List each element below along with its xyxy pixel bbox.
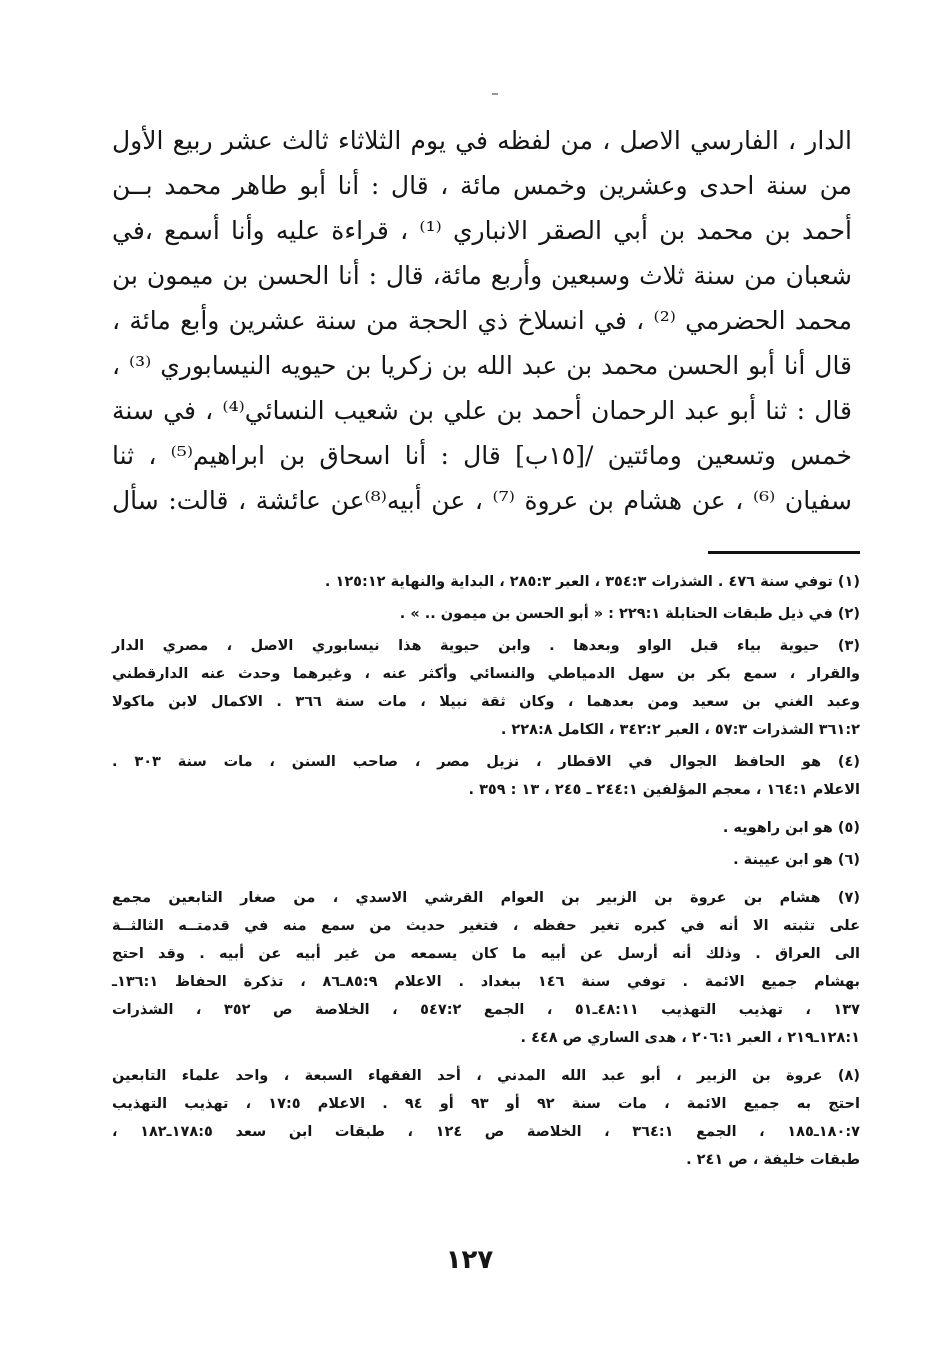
main-text-line: قال أنا أبو الحسن محمد بن عبد الله بن زكريا بن حيويه النيسابوري ⁽³⁾ ، — [112, 351, 853, 380]
scan-mark — [492, 93, 498, 95]
footnote-line: (٧) هشام بن عروة بن الزبير بن العوام القرشي الاسدي ، من صغار التابعين مجمع — [112, 890, 860, 906]
footnote-line: (٦) هو ابن عيينة . — [733, 852, 860, 868]
footnote-line: ١٨٠:٧ـ١٨٥ ، الجمع ٣٦٤:١ ، الخلاصة ص ١٢٤ ، طبقات ابن سعد ١٧٨:٥ـ١٨٢ ، — [112, 1124, 860, 1140]
footnote-3 — [112, 632, 860, 744]
footnote-line: والقرار ، سمع بكر بن سهل الدمياطي والنسائي وأكثر عنه ، وغيرهما وحدث عنه الدارقطني — [112, 666, 860, 682]
footnote-1 — [112, 568, 860, 596]
main-text-line: قال : ثنا أبو عبد الرحمان أحمد بن علي بن شعيب النسائي⁽⁴⁾ ، في سنة — [112, 396, 852, 425]
footnote-line: على تثبته الا أنه في كبره تغير حفظه ، فتغير حديث من سمع منه في قدمتــه الثالثــة — [112, 918, 860, 934]
main-text-block — [112, 118, 852, 523]
footnote-5 — [112, 814, 860, 842]
main-text-line: أحمد بن محمد بن أبي الصقر الانباري ⁽¹⁾ ، قراءة عليه وأنا أسمع ،في — [112, 216, 852, 245]
footnote-6 — [112, 846, 860, 874]
main-text-line: محمد الحضرمي ⁽²⁾ ، في انسلاخ ذي الحجة من سنة عشرين وأبع مائة ، — [112, 306, 852, 335]
main-text-line: شعبان من سنة ثلاث وسبعين وأربع مائة، قال : أنا الحسن بن ميمون بن — [112, 261, 852, 290]
footnote-line: (٢) في ذيل طبقات الحنابلة ٢٢٩:١ : « أبو الحسن بن ميمون .. » . — [399, 606, 860, 622]
footnote-line: الى العراق . وذلك أنه أرسل عن أبيه ما كان يسمعه من غير أبيه عن أبيه . وقد احتج — [112, 946, 860, 962]
footnote-line: (٤) هو الحافظ الجوال في الاقطار ، نزيل مصر ، صاحب السنن ، مات سنة ٣٠٣ . — [112, 754, 860, 770]
footnote-4 — [112, 748, 860, 804]
footnote-line: (٣) حيوية بياء قبل الواو وبعدها . وابن حيوية هذا نيسابوري الاصل ، مصري الدار — [112, 638, 860, 654]
footnote-line: ١٢٨:١ـ٢١٩ ، العبر ٢٠٦:١ ، هدى الساري ص ٤٤٨ . — [520, 1030, 860, 1046]
footnote-line: طبقات خليفة ، ص ٢٤١ . — [686, 1152, 860, 1168]
footnote-2 — [112, 600, 860, 628]
footnote-8 — [112, 1062, 860, 1174]
footnote-line: بهشام جميع الائمة . توفي سنة ١٤٦ ببغداد . الاعلام ٨٥:٩ـ٨٦ ، تذكرة الحفاظ ١٣٦:١ـ — [112, 974, 860, 990]
page-number: ١٢٧ — [445, 1245, 494, 1275]
footnote-line: (١) توفي سنة ٤٧٦ . الشذرات ٣٥٤:٣ ، العبر ٢٨٥:٣ ، البداية والنهاية ١٢٥:١٢ . — [324, 574, 860, 590]
footnote-divider — [708, 551, 860, 554]
main-text-line: الدار ، الفارسي الاصل ، من لفظه في يوم الثلاثاء ثالث عشر ربيع الأول — [112, 126, 852, 155]
footnote-line: (٨) عروة بن الزبير ، أبو عبد الله المدني ، أحد الفقهاء السبعة ، واحد علماء التابعين — [112, 1068, 860, 1084]
main-text-line: خمس وتسعين ومائتين /[١٥ب] قال : أنا اسحاق بن ابراهيم⁽⁵⁾ ، ثنا — [112, 441, 852, 470]
footnote-line: الاعلام ١٦٤:١ ، معجم المؤلفين ٢٤٤:١ ـ ٢٤٥ ، ١٣ : ٣٥٩ . — [468, 782, 860, 798]
footnote-7 — [112, 884, 860, 1052]
footnote-line: وعبد الغني بن سعيد ومن بعدهما ، وكان ثقة نبيلا ، مات سنة ٣٦٦ . الاكمال لابن ماكولا — [112, 694, 861, 710]
footnote-line: ٣٦١:٢ الشذرات ٥٧:٣ ، العبر ٣٤٢:٢ ، الكامل ٢٢٨:٨ . — [500, 722, 860, 738]
footnote-line: ١٣٧ ، تهذيب التهذيب ٤٨:١١ـ٥١ ، الجمع ٥٤٧:٢ ، الخلاصة ص ٣٥٢ ، الشذرات — [112, 1002, 860, 1018]
footnote-line: احتج به جميع الائمة ، مات سنة ٩٢ أو ٩٣ أو ٩٤ . الاعلام ١٧:٥ ، تهذيب التهذيب — [112, 1096, 860, 1112]
main-text-line: سفيان ⁽⁶⁾ ، عن هشام بن عروة ⁽⁷⁾ ، عن أبيه⁽⁸⁾عن عائشة ، قالت: سأل — [112, 486, 852, 515]
main-text-line: من سنة احدى وعشرين وخمس مائة ، قال : أنا أبو طاهر محمد بــن — [112, 171, 852, 200]
footnote-line: (٥) هو ابن راهويه . — [722, 820, 860, 836]
footnotes — [112, 568, 860, 1178]
